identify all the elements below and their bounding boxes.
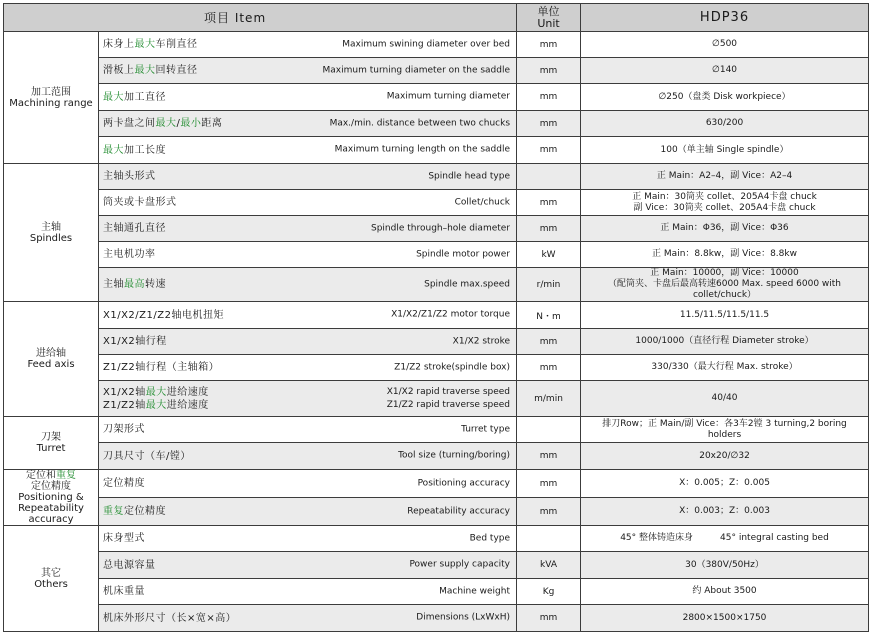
spec-name-en-line: Z1/Z2 rapid traverse speed: [386, 399, 511, 410]
spec-name-cn-part: 床身型式: [103, 533, 145, 544]
table-row: [4, 355, 869, 381]
spec-unit: kW: [517, 242, 581, 268]
table-row: [4, 579, 869, 605]
spec-value-line: 正 Main：10000，副 Vice：10000: [650, 268, 799, 278]
model-header: HDP36: [581, 4, 869, 32]
spec-value-line: 副 Vice：30筒夹 collet、205A4卡盘 chuck: [633, 202, 816, 213]
spec-name-en-line: X1/X2 rapid traverse speed: [386, 386, 511, 397]
spec-unit: mm: [517, 216, 581, 242]
spec-name-cn-line: [103, 196, 512, 209]
spec-unit: [517, 526, 581, 552]
table-row: [4, 216, 869, 242]
spec-value-line: 330/330（最大行程 Max. stroke）: [651, 362, 798, 372]
spec-label-cell: [99, 355, 517, 381]
spec-name-en: [461, 423, 510, 436]
spec-name-cn-part: 主轴通孔直径: [103, 223, 166, 234]
spec-label-cell: [99, 58, 517, 84]
spec-value-line: 630/200: [705, 118, 744, 128]
group-label-en: Repeatability: [18, 503, 84, 514]
spec-name-en-line: Turret type: [461, 424, 511, 434]
group-label-en: Positioning &: [18, 492, 84, 503]
spec-name-cn-part: 进给速度: [166, 399, 209, 411]
spec-name-cn-part: 定位精度: [124, 506, 166, 517]
spec-name-en-line: Maximum swining diameter over bed: [342, 39, 511, 49]
spec-value: [581, 381, 869, 417]
spec-unit: mm: [517, 190, 581, 216]
spec-name-cn-part: X1/X2轴行程: [103, 336, 167, 347]
spec-value-line: 排刀Row；正 Main/副 Vice：各3车2镗 3 turning,2 boring holders: [602, 418, 847, 440]
spec-name-en: [323, 64, 511, 77]
group-label-cn-line2: 定位精度: [31, 481, 71, 492]
spec-name-cn-part: 滑板上: [103, 65, 135, 76]
spec-name-cn-part: X1/X2/Z1/Z2轴电机扭矩: [103, 309, 224, 321]
spec-label-cell: [99, 443, 517, 470]
table-row: [4, 329, 869, 355]
spec-value-line: ∅500: [712, 39, 738, 49]
spec-name-en-line: Dimensions (LxWxH): [416, 612, 511, 623]
spec-label-cell: [99, 605, 517, 632]
spec-name-en: [407, 505, 510, 518]
spec-name-en: [439, 585, 510, 598]
table-row: [4, 190, 869, 216]
spec-value: [581, 355, 869, 381]
group-label-en: Feed axis: [27, 359, 75, 370]
table-row: [4, 32, 869, 58]
spec-value: [581, 302, 869, 329]
table-row: [4, 526, 869, 552]
spec-value-line: 11.5/11.5/11.5/11.5: [679, 309, 770, 320]
group-label-cn-part: 定位和: [26, 470, 56, 481]
spec-name-en: [335, 144, 510, 157]
spec-name-cn-part: 加工直径: [124, 91, 166, 103]
spec-value: [581, 498, 869, 526]
spec-name-cn-part: Z1/Z2轴行程（主轴箱）: [103, 362, 220, 373]
spec-name-cn-part: 筒夹或卡盘形式: [103, 197, 177, 208]
table-row: [4, 302, 869, 329]
spec-table: [3, 3, 869, 632]
table-row: [4, 242, 869, 268]
spec-value-line: ∅250（盘类 Disk workpiece）: [658, 91, 791, 102]
spec-name-en: [342, 38, 510, 51]
table-row: [4, 443, 869, 470]
spec-unit: mm: [517, 84, 581, 111]
spec-value-line: 正 Main：A2–4，副 Vice：A2–4: [656, 171, 793, 181]
table-row: [4, 84, 869, 111]
spec-label-cell: [99, 242, 517, 268]
spec-value: [581, 32, 869, 58]
spec-name-en-line: Max./min. distance between two chucks: [329, 118, 511, 128]
group-label-en: Turret: [36, 443, 66, 454]
spec-name-en-line: Z1/Z2 stroke(spindle box): [394, 362, 511, 372]
unit-header-cn: 单位: [537, 4, 560, 18]
group-label-cn: 主轴: [41, 221, 61, 233]
spec-name-en: [387, 91, 510, 104]
spec-name-en: [387, 386, 510, 412]
spec-name-cn: [103, 335, 512, 348]
spec-name-cn-line: [103, 423, 512, 436]
spec-name-cn-part: 加工长度: [124, 144, 166, 156]
table-row: [4, 605, 869, 632]
spec-name-cn-part: 刀具尺寸（车/镗）: [103, 450, 191, 462]
spec-label-cell: [99, 190, 517, 216]
spec-name-en-line: X1/X2 stroke: [452, 336, 511, 346]
group-label-en: accuracy: [28, 514, 74, 525]
spec-value: [581, 164, 869, 190]
spec-name-en-line: Maximum turning length on the saddle: [334, 144, 511, 155]
spec-unit: kVA: [517, 552, 581, 579]
spec-name-cn-part: 刀架形式: [103, 424, 145, 435]
table-row: [4, 470, 869, 498]
spec-value: [581, 417, 869, 443]
spec-name-cn-part: 重复: [103, 506, 124, 517]
table-row: [4, 381, 869, 417]
spec-unit: mm: [517, 329, 581, 355]
spec-name-en-line: Machine weight: [439, 586, 511, 596]
unit-header-en: Unit: [537, 16, 560, 30]
group-label-cn-part: 重复: [56, 470, 76, 481]
spec-name-en-line: Spindle max.speed: [424, 279, 511, 289]
spec-unit: mm: [517, 470, 581, 498]
spec-value: [581, 268, 869, 302]
spec-label-cell: [99, 302, 517, 329]
spec-name-cn-part: 最大: [134, 39, 156, 50]
spec-value-line: 2800×1500×1750: [682, 612, 767, 623]
group-label-cn: 进给轴: [36, 348, 66, 359]
spec-name-cn-line: [103, 335, 512, 348]
spec-name-cn-part: 最高: [124, 279, 145, 290]
spec-name-en-line: Spindle motor power: [416, 249, 511, 259]
spec-name-cn-part: 最大: [145, 386, 167, 398]
spec-name-en-line: X1/X2/Z1/Z2 motor torque: [391, 309, 511, 320]
spec-value-line: 正 Main：Φ36，副 Vice：Φ36: [660, 223, 789, 233]
spec-unit: m/min: [517, 381, 581, 417]
spec-name-cn: [103, 423, 512, 436]
table-row: [4, 111, 869, 137]
group-label-cn: [5, 470, 97, 481]
spec-name-cn-part: X1/X2轴: [103, 386, 146, 398]
spec-name-cn-part: 最大: [155, 118, 177, 129]
spec-value-line: 45° 整体铸造床身 45° integral casting bed: [620, 533, 829, 543]
spec-unit: mm: [517, 498, 581, 526]
spec-name-cn: [103, 532, 512, 545]
spec-name-en-line: Maximum turning diameter: [386, 91, 511, 102]
spec-name-en: [371, 222, 510, 235]
table-row: [4, 164, 869, 190]
spec-name-en: [416, 612, 510, 625]
spec-value-line: （配筒夹、卡盘后最高转速6000 Max. speed 6000 with collet/chuck）: [608, 279, 842, 300]
group-label-cn: 其它: [41, 567, 61, 579]
spec-value: [581, 216, 869, 242]
spec-name-cn-line: [103, 532, 512, 545]
spec-name-cn-part: 定位精度: [103, 478, 145, 489]
group-cell: [4, 526, 99, 632]
spec-name-cn-part: 床身上: [103, 39, 135, 50]
group-label-en: Others: [34, 578, 68, 590]
group-cell: [4, 32, 99, 164]
spec-value-line: 正 Main：30筒夹 collet、205A4卡盘 chuck: [632, 191, 817, 202]
spec-value: [581, 58, 869, 84]
spec-name-en-line: Repeatability accuracy: [407, 506, 511, 516]
group-label-cn: 加工范围: [31, 86, 71, 98]
spec-value: [581, 470, 869, 498]
spec-name-cn-part: 两卡盘之间: [103, 118, 156, 129]
spec-label-cell: [99, 164, 517, 190]
spec-name-en-line: Power supply capacity: [409, 559, 511, 570]
spec-name-cn-part: 主轴: [103, 279, 124, 290]
spec-unit: Kg: [517, 579, 581, 605]
spec-name-cn-part: Z1/Z2轴: [103, 399, 146, 411]
spec-name-cn-part: 最大: [145, 399, 167, 411]
group-label-en: Spindles: [29, 232, 73, 244]
spec-value: [581, 579, 869, 605]
spec-name-en: [409, 559, 510, 572]
spec-name-cn-part: 回转直径: [155, 65, 198, 76]
spec-label-cell: [99, 84, 517, 111]
spec-unit: mm: [517, 355, 581, 381]
spec-name-en: [453, 335, 510, 348]
spec-unit: mm: [517, 58, 581, 84]
spec-name-en-line: Maximum turning diameter on the saddle: [322, 65, 511, 75]
spec-name-cn: [103, 196, 512, 209]
spec-label-cell: [99, 470, 517, 498]
header-row: [4, 4, 869, 32]
spec-unit: N・m: [517, 302, 581, 329]
spec-unit: mm: [517, 443, 581, 470]
group-label-cn: 刀架: [41, 432, 61, 443]
spec-label-cell: [99, 552, 517, 579]
spec-value: [581, 111, 869, 137]
spec-name-en: [330, 117, 510, 130]
spec-name-cn-part: 最小: [180, 118, 202, 129]
spec-label-cell: [99, 329, 517, 355]
spec-label-cell: [99, 417, 517, 443]
group-cell: [4, 417, 99, 470]
spec-value: [581, 190, 869, 216]
spec-value-line: 40/40: [711, 393, 738, 403]
table-row: [4, 268, 869, 302]
spec-name-cn-part: 总电源容量: [103, 559, 156, 571]
spec-body: [4, 32, 869, 632]
spec-name-en-line: Tool size (turning/boring): [398, 450, 511, 461]
table-row: [4, 58, 869, 84]
spec-value-line: 30（380V/50Hz）: [685, 559, 764, 570]
spec-unit: [517, 164, 581, 190]
spec-name-en-line: Bed type: [469, 533, 511, 543]
spec-label-cell: [99, 381, 517, 417]
spec-name-en: [391, 309, 510, 322]
spec-unit: mm: [517, 137, 581, 164]
item-header: 项目 Item: [4, 4, 517, 32]
spec-name-en-line: Spindle through–hole diameter: [371, 223, 511, 233]
spec-label-cell: [99, 268, 517, 302]
spec-value-line: 100（单主轴 Single spindle）: [660, 144, 789, 155]
spec-value-line: 20x20/∅32: [699, 450, 750, 461]
spec-name-en: [398, 450, 510, 463]
spec-name-cn-part: 最大: [103, 144, 124, 156]
spec-value-line: 正 Main：8.8kw，副 Vice：8.8kw: [652, 249, 797, 259]
group-label-en: Machining range: [9, 97, 93, 109]
spec-label-cell: [99, 216, 517, 242]
spec-name-cn-part: 距离: [201, 118, 223, 129]
spec-name-cn-part: 主电机功率: [103, 249, 156, 260]
spec-name-en: [394, 361, 510, 374]
spec-value-line: 约 About 3500: [692, 586, 757, 596]
spec-name-en-line: Collet/chuck: [454, 197, 511, 207]
spec-value: [581, 84, 869, 111]
spec-name-en: [416, 248, 510, 261]
group-cell: [4, 164, 99, 302]
spec-unit: [517, 417, 581, 443]
spec-value: [581, 552, 869, 579]
spec-name-en-line: Spindle head type: [428, 171, 511, 181]
spec-name-en: [428, 170, 510, 183]
spec-name-cn-part: 最大: [103, 91, 124, 103]
spec-name-en: [470, 532, 510, 545]
spec-unit: mm: [517, 605, 581, 632]
spec-value: [581, 329, 869, 355]
spec-value: [581, 526, 869, 552]
table-row: [4, 417, 869, 443]
spec-value: [581, 137, 869, 164]
spec-name-cn-part: 最大: [134, 65, 156, 76]
unit-header: [517, 4, 581, 32]
spec-name-cn-part: 机床重量: [103, 586, 145, 597]
spec-label-cell: [99, 137, 517, 164]
spec-name-cn-part: 进给速度: [166, 386, 209, 398]
spec-value: [581, 242, 869, 268]
spec-label-cell: [99, 526, 517, 552]
spec-name-cn-part: 转速: [145, 279, 166, 290]
table-row: [4, 552, 869, 579]
spec-value: [581, 443, 869, 470]
spec-name-cn-part: 机床外形尺寸（长×宽×高）: [103, 612, 237, 624]
group-cell: [4, 470, 99, 526]
spec-value-line: X：0.005；Z：0.005: [679, 478, 770, 488]
spec-unit: r/min: [517, 268, 581, 302]
spec-name-en: [424, 278, 510, 291]
spec-label-cell: [99, 498, 517, 526]
spec-label-cell: [99, 32, 517, 58]
spec-label-cell: [99, 111, 517, 137]
spec-unit: mm: [517, 111, 581, 137]
spec-name-en: [455, 196, 510, 209]
spec-name-en: [418, 477, 510, 490]
spec-value-line: X：0.003；Z：0.003: [679, 506, 770, 516]
spec-name-cn-part: /: [176, 118, 181, 129]
spec-value-line: ∅140: [712, 65, 738, 75]
spec-value: [581, 605, 869, 632]
spec-label-cell: [99, 579, 517, 605]
spec-name-cn-part: 主轴头形式: [103, 171, 156, 182]
spec-name-en-line: Positioning accuracy: [417, 478, 511, 488]
table-row: [4, 137, 869, 164]
spec-unit: mm: [517, 32, 581, 58]
table-row: [4, 498, 869, 526]
spec-name-cn-part: 车削直径: [155, 39, 198, 50]
group-cell: [4, 302, 99, 417]
spec-value-line: 1000/1000（直径行程 Diameter stroke）: [635, 336, 814, 346]
